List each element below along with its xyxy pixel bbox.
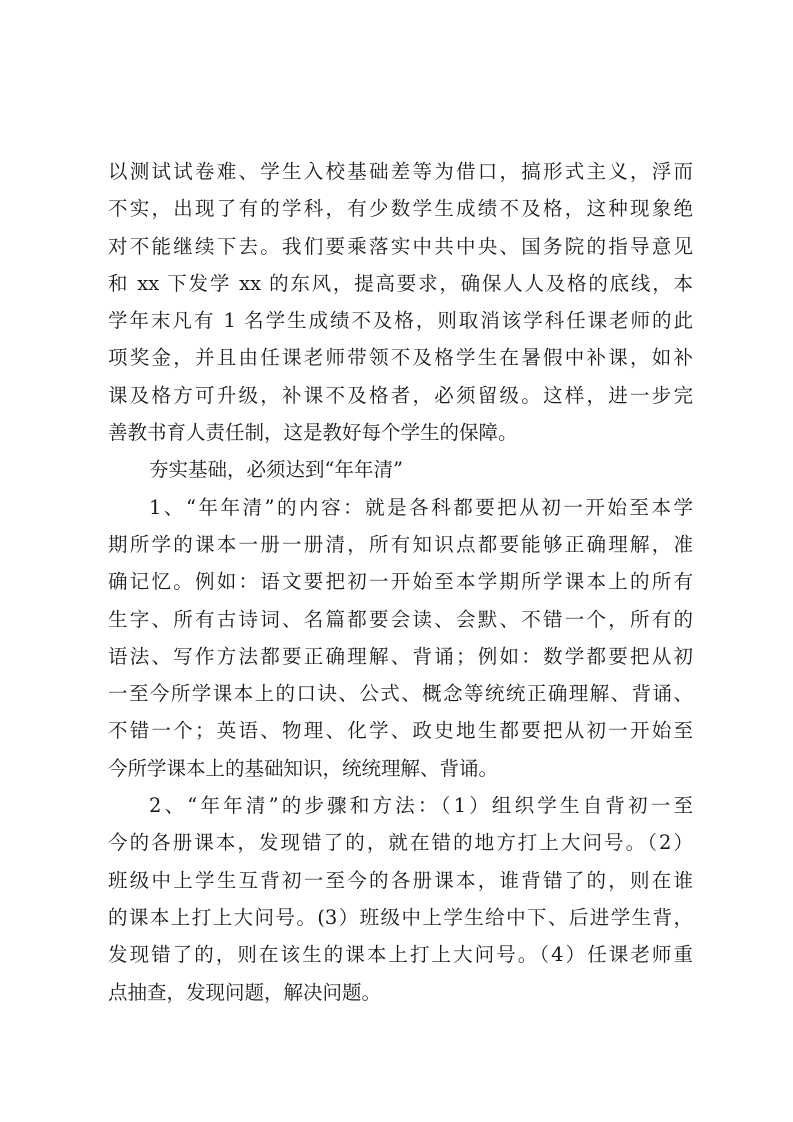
text-line: 以测试试卷难、学生入校基础差等为借口，搞形式主义，浮而 [108,160,693,183]
text-line: 点抽查，发现问题，解决问题。 [108,980,382,1004]
text-line: 今的各册课本，发现错了的，就在错的地方打上大问号。（2） [108,831,693,855]
text-line: 期所学的课本一册一册清，所有知识点都要能够正确理解，准 [108,532,693,556]
paragraph-accountability [108,153,693,451]
text-line: 语法、写作方法都要正确理解、背诵；例如：数学都要把从初 [108,644,693,668]
text-line: 善教书育人责任制，这是教好每个学生的保障。 [108,421,518,445]
text-line: 2、“年年清”的步骤和方法：（1）组织学生自背初一至 [149,794,693,818]
text-line: 确记忆。例如：语文要把初一开始至本学期所学课本上的所有 [108,570,693,594]
text-line: 项奖金，并且由任课老师带领不及格学生在暑假中补课，如补 [108,346,693,370]
text-line: 学年末凡有 1 名学生成绩不及格，则取消该学科任课老师的此 [108,309,693,333]
text-line: 今所学课本上的基础知识，统统理解、背诵。 [108,756,499,780]
text-line: 和 xx 下发学 xx 的东风，提高要求，确保人人及格的底线，本 [108,271,693,295]
text-line: 一至今所学课本上的口诀、公式、概念等统统正确理解、背诵、 [108,682,693,706]
text-line: 不错一个；英语、物理、化学、政史地生都要把从初一开始至 [108,719,693,743]
text-line: 班级中上学生互背初一至今的各册课本，谁背错了的，则在谁 [108,868,693,892]
section-heading: 夯实基础，必须达到“年年清” [149,458,403,482]
text-line: 对不能继续下去。我们要乘落实中共中央、国务院的指导意见 [108,234,693,258]
text-line: 1、“年年清”的内容：就是各科都要把从初一开始至本学 [149,495,693,519]
text-line: 课及格方可升级，补课不及格者，必须留级。这样，进一步完 [108,383,693,407]
document-page [108,153,693,1011]
text-line: 生字、所有古诗词、名篇都要会读、会默、不错一个，所有的 [108,607,693,631]
paragraph-steps [108,787,693,1011]
text-line: 不实，出现了有的学科，有少数学生成绩不及格，这种现象绝 [108,197,693,221]
text-line: 发现错了的，则在该生的课本上打上大问号。（4）任课老师重 [108,943,693,967]
text-line: 的课本上打上大问号。(3）班级中上学生给中下、后进学生背， [108,905,693,929]
paragraph-content [108,489,693,787]
